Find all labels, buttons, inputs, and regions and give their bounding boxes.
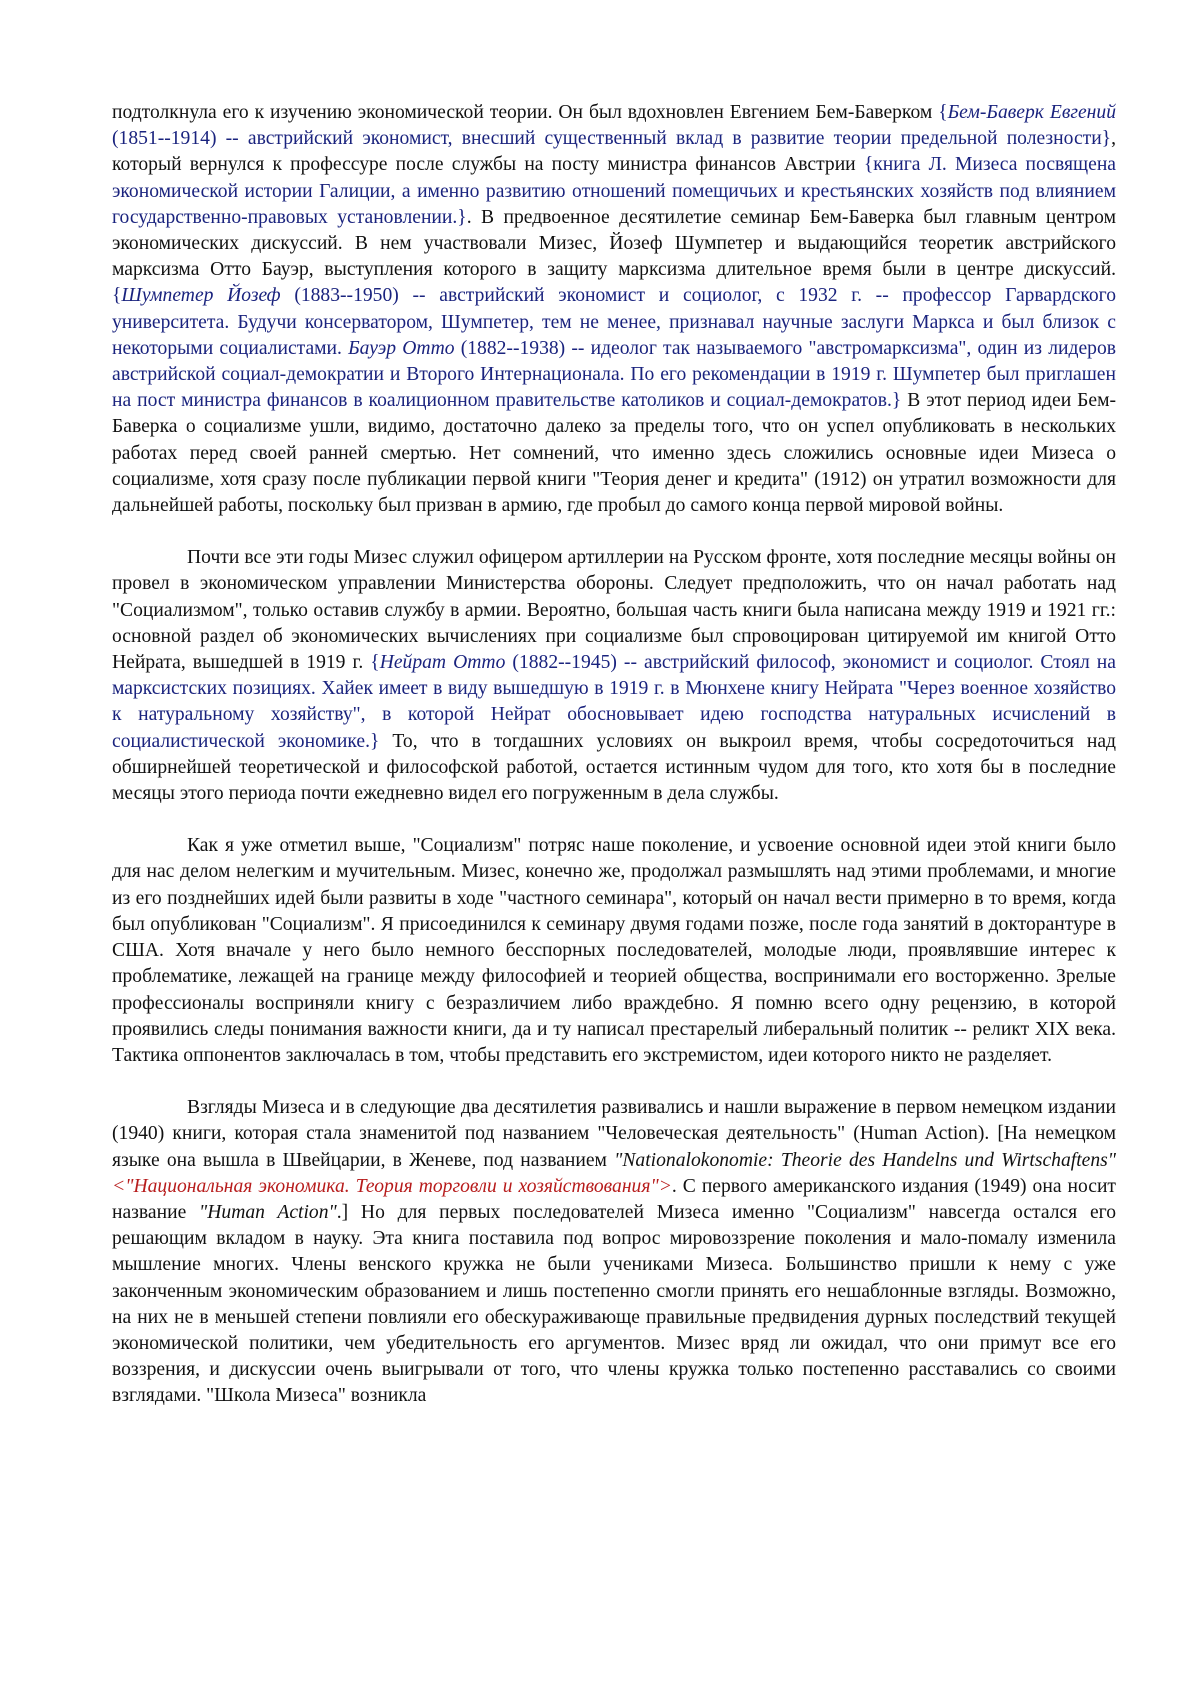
footnote-text: (1882--1945) -- австрийский философ, экономист и социолог. Стоял на марксистских позициях. Хайек имеет в виду вышедшую в 1919 г. в Мюнхене книгу Нейрата "Через военное хозяйство к натуральному хозяйству", в которой Нейрат обосновывает идею господства натуральных исчислений в социалистической экономике.} (112, 652, 1116, 752)
text-run: Взгляды Мизеса и в следующие два десятилетия развивались и нашли выражение в первом немецком издании (1940) книги, которая стала знаменитой под названием "Человеческая деятельность" (Human Action). [На немецком языке она вышла в Швейцарии, в Женеве, под названием (112, 1097, 1116, 1171)
footnote-text: (1882--1938) -- идеолог так называемого "австромарксизма", один из лидеров австрийской социал-демократии и Второго Интернационала. По его рекомендации в 1919 г. Шумпетер был приглашен на пост министра финансов в коалиционном правительстве католиков и социал-демократов.} (112, 337, 1116, 412)
footnote-text: { (938, 102, 948, 123)
text-run: .] Но для первых последователей Мизеса именно "Социализм" навсегда остался его решающим вкладом в науку. Эта книга поставила под вопрос мировоззрение поколения и мало-помалу изменила мышление многих. Члены венского кружка не были учениками Мизеса. Большинство пришли к нему с уже законченным экономическим образованием и лишь постепенно смогли принять его нешаблонные взгляды. Возможно, на них не в меньшей степени повлияли его обескураживающе правильные предвидения дурных последствий текущей экономической политики, чем убедительность его аргументов. Мизес вряд ли ожидал, что они примут все его воззрения, и дискуссии очень выигрывали от того, что члены кружка только постепенно расставались со своими взглядами. "Школа Мизеса" возникла (112, 1201, 1116, 1407)
text-run: Как я уже отметил выше, "Социализм" потряс наше поколение, и усвоение основной идеи этой книги было для нас делом нелегким и мучительным. Мизес, конечно же, продолжал размышлять над этими проблемами, и многие из его позднейших идей были развиты в ходе "частного семинара", который он начал вести примерно в то время, когда был опубликован "Социализм". Я присоединился к семинару двумя годами позже, после года занятий в докторантуре в США. Хотя вначале у него было немного бесспорных последователей, молодые люди, проявлявшие интерес к проблематике, лежащей на границе между философией и теорией общества, воспринимали его восторженно. Зрелые профессионалы восприняли книгу с безразличием либо враждебно. Я помню всего одну рецензию, в которой проявились следы понимания важности книги, да и ту написал престарелый либеральный политик -- реликт XIX века. Тактика оппонентов заключалась в том, чтобы представить его экстремистом, идеи которого никто не разделяет. (112, 835, 1116, 1066)
text-run: То, что в тогдашних условиях он выкроил время, чтобы сосредоточиться над обширнейшей теоретической и философской работой, остается истинным чудом для того, кто хотя бы в последние месяцы этого периода почти ежедневно видел его погруженным в дела службы. (112, 730, 1116, 805)
paragraph-4 (112, 1095, 1116, 1409)
text-run: . С первого американского издания (1949) она носит название (112, 1175, 1116, 1223)
text-run: подтолкнула его к изучению экономической теории. Он был вдохновлен Евгением Бем-Баверком (112, 102, 939, 123)
footnote-name: Нейрат Отто (379, 652, 506, 674)
paragraph-2 (112, 545, 1116, 807)
footnote-name: Шумпетер Йозеф (121, 285, 281, 307)
text-run: , который вернулся к профессуре после службы на посту министра финансов Австрии (112, 128, 1116, 176)
text-run: В этот период идеи Бем-Баверка о социализме ушли, видимо, достаточно далеко за пределы того, что он успел опубликовать в нескольких работах перед своей ранней смертью. Нет сомнений, что именно здесь сложились основные идеи Мизеса о социализме, хотя сразу после публикации первой книги "Теория денег и кредита" (1912) он утратил возможности для дальнейшей работы, поскольку был призван в армию, где пробыл до самого конца первой мировой войны. (112, 390, 1116, 517)
footnote-name: Бем-Баверк Евгений (947, 102, 1116, 123)
paragraph-3 (112, 833, 1116, 1069)
text-run: . В предвоенное десятилетие семинар Бем-Баверка был главным центром экономических дискуссий. В нем участвовали Мизес, Йозеф Шумпетер и выдающийся теоретик австрийского марксизма Отто Бауэр, выступления которого в защиту марксизма длительное время были в центре дискуссий. (112, 206, 1116, 281)
footnote-name: Бауэр Отто (348, 337, 455, 359)
footnote-text: (1883--1950) -- австрийский экономист и социолог, с 1932 г. -- профессор Гарвардского университета. Будучи консерватором, Шумпетер, тем не менее, признавал научные заслуги Маркса и был близок с некоторыми социалистами. (112, 285, 1116, 359)
paragraph-1 (112, 100, 1116, 519)
book-title-italic: "Nationalokonomie: Theorie des Handelns und Wirtschaftens" (614, 1149, 1116, 1171)
book-title-italic: "Human Action" (199, 1201, 337, 1223)
footnote-text: (1851--1914) -- австрийский экономист, внесший существенный вклад в развитие теории предельной полезности} (112, 128, 1112, 150)
translation-note: <"Национальная экономика. Теория торговли и хозяйствования"> (112, 1175, 672, 1197)
text-run: Почти все эти годы Мизес служил офицером артиллерии на Русском фронте, хотя последние месяцы войны он провел в экономическом управлении Министерства обороны. Следует предположить, что он начал работать над "Социализмом", только оставив службу в армии. Вероятно, большая часть книги была написана между 1919 и 1921 гг.: основной раздел об экономических вычислениях при социализме был спровоцирован цитируемой им книгой Отто Нейрата, вышедшей в 1919 г. (112, 547, 1116, 674)
footnote-text: { (112, 285, 122, 307)
footnote-text: { (370, 652, 380, 674)
footnote-text: {книга Л. Мизеса посвящена экономической истории Галиции, а именно развитию отношений помещичьих и крестьянских хозяйств под влиянием государственно-правовых установлении.} (112, 154, 1116, 228)
